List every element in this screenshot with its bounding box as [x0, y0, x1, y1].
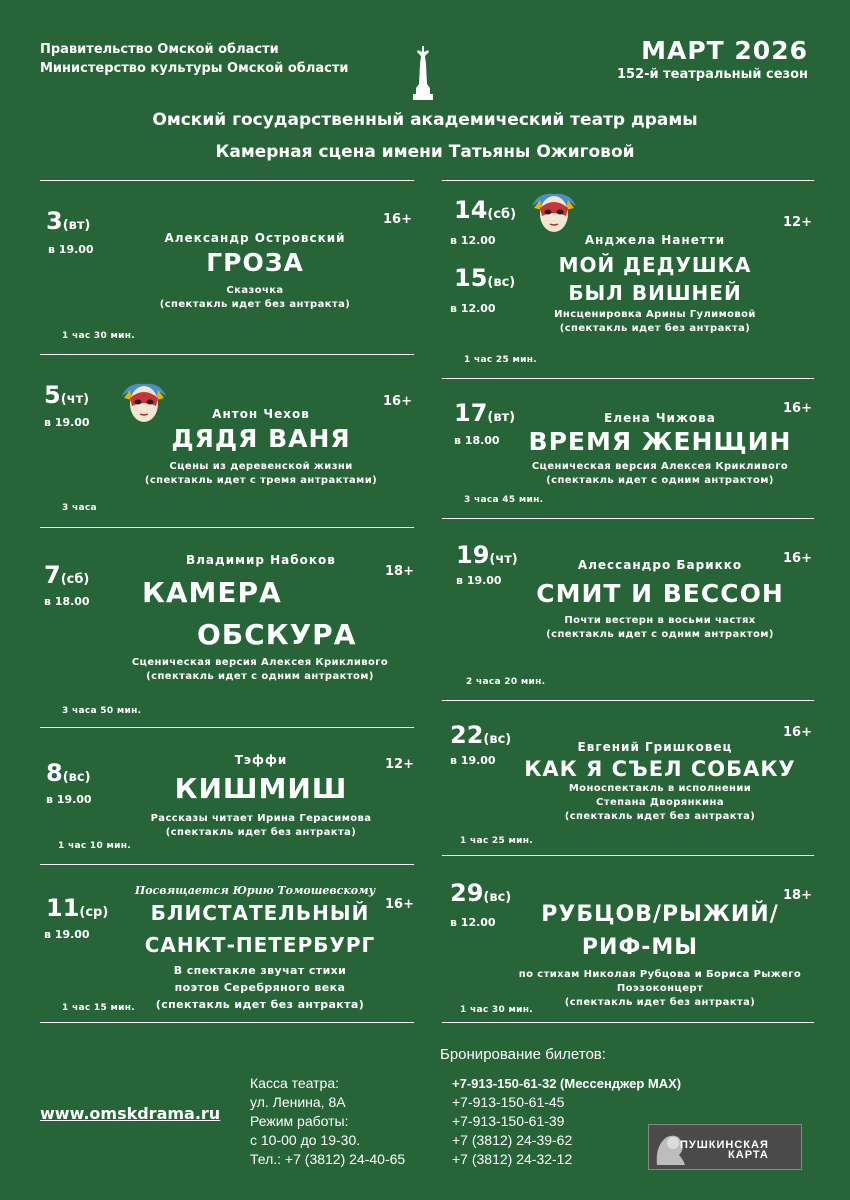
event-weekday: (вс) [483, 732, 512, 747]
event-author: Алессандро Барикко [577, 558, 743, 572]
event-title-line2: БЫЛ ВИШНЕЙ [568, 281, 742, 305]
event-date [46, 208, 90, 234]
event-subtitle: Сценическая версия Алексея Крикливого (спектакль идет с одним антрактом) [531, 461, 789, 486]
event-author: Евгений Гришковец [577, 740, 733, 754]
age-rating: 16+ [383, 212, 412, 227]
theatre-name: Омский государственный академический театр драмы [152, 110, 698, 130]
event-title: КАМЕРА [142, 576, 282, 609]
event-title: КИШМИШ [174, 772, 348, 805]
event-day: 22 [450, 721, 484, 749]
box-office-label: Касса театра: [250, 1075, 340, 1091]
event-weekday-2: (вс) [487, 275, 516, 290]
event-date [44, 562, 89, 588]
divider [442, 700, 814, 701]
event-weekday: (вс) [483, 890, 512, 905]
divider [40, 864, 414, 865]
event-title-line2: ОБСКУРА [197, 618, 357, 651]
divider [442, 1022, 814, 1023]
event-author: Владимир Набоков [186, 553, 336, 567]
event-subtitle: Инсценировка Арины Гулимовой (спектакль идет без антракта) [554, 309, 756, 334]
divider [40, 527, 414, 528]
event-date [456, 542, 518, 568]
event-dedication: Посвящается Юрию Томошевскому [134, 884, 376, 897]
event-duration: 3 часа 50 мин. [62, 706, 142, 716]
age-rating: 16+ [783, 725, 812, 740]
divider [40, 354, 414, 355]
phone-number: +7 (3812) 24-32-12 [452, 1151, 573, 1167]
divider [442, 180, 814, 181]
event-time: в 12.00 [450, 234, 496, 247]
pushkin-card-text: ПУШКИНСКАЯ КАРТА [680, 1139, 769, 1161]
event-time: в 19.00 [456, 574, 502, 587]
hours-value: с 10-00 до 19-30. [250, 1132, 361, 1148]
booking-heading: Бронирование билетов: [440, 1046, 606, 1063]
organizers [40, 40, 348, 78]
event-date [46, 895, 108, 921]
event-weekday: (ср) [79, 905, 109, 920]
theatre-mask-icon [530, 188, 578, 236]
event-title-line2: САНКТ-ПЕТЕРБУРГ [144, 933, 376, 957]
hours-label: Режим работы: [250, 1113, 349, 1129]
event-subtitle: Моноспектакль в исполнении Степана Дворянкина (спектакль идет без антракта) [564, 783, 756, 822]
divider [40, 180, 414, 181]
event-subtitle: Почти вестерн в восьми частях (спектакль идет с одним антрактом) [546, 615, 774, 640]
event-time: в 18.00 [454, 434, 500, 447]
theatre-block [0, 104, 850, 168]
event-day: 7 [44, 561, 61, 589]
event-duration: 1 час 15 мин. [62, 1003, 135, 1013]
event-title-line2: РИФ-МЫ [581, 935, 699, 960]
event-title: ВРЕМЯ ЖЕНЩИН [528, 427, 792, 456]
event-weekday: (чт) [489, 552, 518, 567]
phone-number: +7-913-150-61-45 [452, 1094, 565, 1110]
event-day-2: 15 [454, 264, 488, 292]
event-subtitle: Рассказы читает Ирина Герасимова (спектакль идет без антракта) [150, 813, 372, 838]
phone-number: +7 (3812) 24-39-62 [452, 1132, 573, 1148]
event-time: в 19.00 [48, 243, 94, 256]
event-weekday: (вс) [62, 770, 91, 785]
event-date [46, 760, 91, 786]
event-day: 5 [44, 381, 61, 409]
age-rating: 18+ [783, 888, 812, 903]
event-duration: 3 часа [62, 503, 97, 513]
event-duration: 1 час 25 мин. [464, 355, 537, 365]
org-government: Правительство Омской области [40, 42, 279, 57]
event-weekday: (чт) [60, 392, 90, 407]
event-title: КАК Я СЪЕЛ СОБАКУ [524, 757, 796, 781]
event-day: 11 [46, 894, 80, 922]
event-author: Анджела Нанетти [584, 233, 726, 247]
event-title: СМИТ И ВЕССОН [536, 579, 784, 608]
event-day: 3 [46, 207, 63, 235]
age-rating: 18+ [385, 564, 414, 579]
event-duration: 3 часа 45 мин. [464, 495, 544, 505]
event-day: 19 [456, 541, 490, 569]
box-office-phone: Тел.: +7 (3812) 24-40-65 [250, 1151, 406, 1167]
event-date [454, 400, 515, 426]
divider [442, 518, 814, 519]
age-rating: 16+ [783, 401, 812, 416]
age-rating: 12+ [783, 215, 812, 230]
event-author: Антон Чехов [212, 407, 310, 421]
event-weekday: (сб) [60, 572, 90, 587]
season-label: 152-й театральный сезон [616, 67, 808, 82]
event-day: 29 [450, 879, 484, 907]
event-duration: 1 час 30 мин. [460, 1005, 533, 1015]
event-time: в 12.00 [450, 916, 496, 929]
event-date [454, 197, 516, 223]
event-day: 8 [46, 759, 63, 787]
event-time: в 19.00 [450, 754, 496, 767]
event-author: Елена Чижова [604, 411, 716, 425]
stage-name: Камерная сцена имени Татьяны Ожиговой [215, 142, 635, 162]
event-time: в 19.00 [44, 416, 90, 429]
box-office-info [250, 1074, 405, 1169]
divider [40, 1022, 414, 1023]
event-subtitle: В спектакле звучат стихи поэтов Серебряного века (спектакль идет без антракта) [155, 964, 365, 1011]
event-duration: 2 часа 20 мин. [466, 677, 546, 687]
event-day: 14 [454, 196, 488, 224]
event-time: в 19.00 [46, 793, 92, 806]
event-weekday: (вт) [487, 410, 516, 425]
event-duration: 1 час 10 мин. [58, 841, 131, 851]
event-time: в 19.00 [44, 928, 90, 941]
event-time-2: в 12.00 [450, 302, 496, 315]
event-title: ГРОЗА [206, 248, 304, 277]
event-subtitle: по стихам Николая Рубцова и Бориса Рыжего Поэзоконцерт (спектакль идет без антракта) [518, 969, 802, 1008]
age-rating: 16+ [383, 394, 412, 409]
divider [40, 727, 414, 728]
event-author: Александр Островский [164, 231, 346, 245]
divider [442, 378, 814, 379]
event-subtitle: Сказочка (спектакль идет без антракта) [159, 285, 351, 310]
age-rating: 12+ [385, 757, 414, 772]
website-link[interactable]: www.omskdrama.ru [40, 1104, 221, 1123]
event-date [44, 382, 89, 408]
age-rating: 16+ [783, 551, 812, 566]
theatre-monument-icon [410, 44, 436, 102]
booking-phones [452, 1074, 681, 1169]
phone-number: +7-913-150-61-32 (Мессенджер MAX) [452, 1076, 682, 1091]
event-author: Тэффи [234, 753, 288, 767]
org-ministry: Министерство культуры Омской области [40, 61, 349, 76]
event-weekday: (вт) [62, 218, 91, 233]
phone-number: +7-913-150-61-39 [452, 1113, 565, 1129]
event-date-2 [454, 265, 515, 291]
month-title: МАРТ 2026 [641, 36, 808, 65]
month-block [617, 36, 808, 82]
event-date [450, 722, 511, 748]
event-duration: 1 час 30 мин. [62, 331, 135, 341]
age-rating: 16+ [385, 897, 414, 912]
event-day: 17 [454, 399, 488, 427]
event-weekday: (сб) [487, 207, 517, 222]
event-title: МОЙ ДЕДУШКА [558, 253, 752, 277]
event-time: в 18.00 [44, 595, 90, 608]
divider [442, 855, 814, 856]
event-duration: 1 час 25 мин. [460, 836, 533, 846]
event-title: ДЯДЯ ВАНЯ [171, 424, 351, 453]
event-date [450, 880, 511, 906]
box-office-address: ул. Ленина, 8А [250, 1094, 346, 1110]
event-subtitle: Сценическая версия Алексея Крикливого (спектакль идет с одним антрактом) [131, 657, 389, 682]
event-subtitle: Сцены из деревенской жизни (спектакль идет с тремя антрактами) [144, 461, 378, 486]
event-title: БЛИСТАТЕЛЬНЫЙ [150, 901, 370, 925]
event-title: РУБЦОВ/РЫЖИЙ/ [541, 902, 779, 927]
